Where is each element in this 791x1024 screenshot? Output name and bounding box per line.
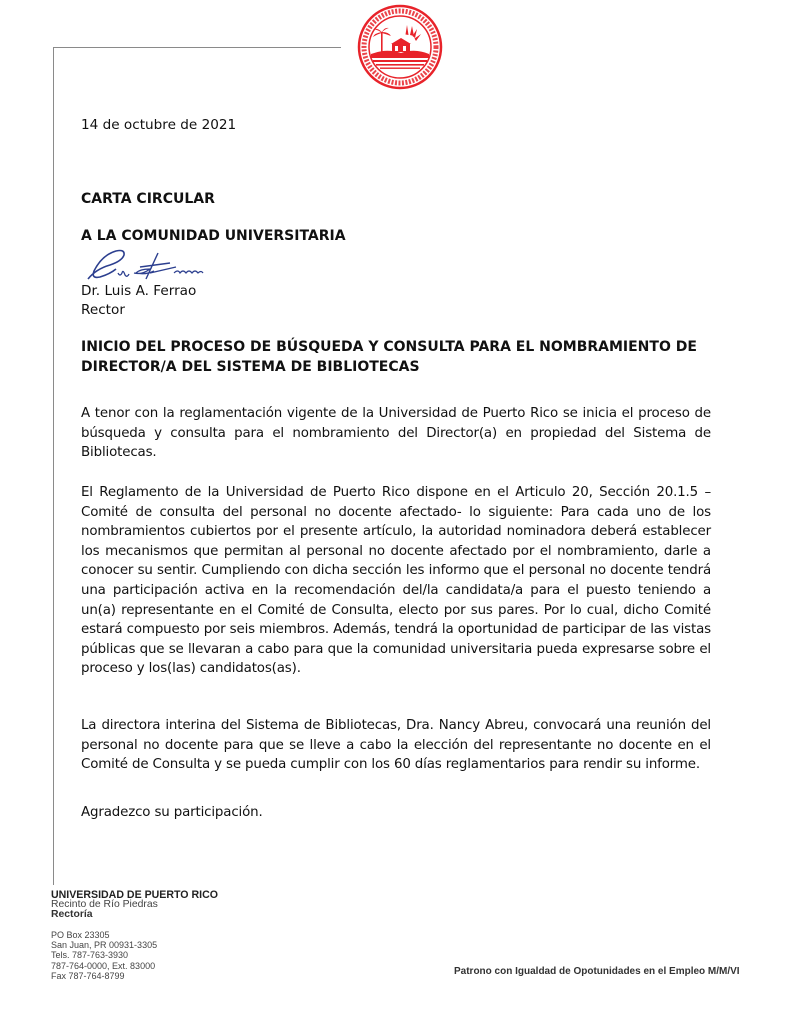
university-seal-icon	[357, 4, 443, 90]
footer-po-box: PO Box 23305	[51, 930, 110, 940]
letterhead-rule-vertical	[53, 47, 54, 885]
document-type-heading: CARTA CIRCULAR	[81, 191, 215, 207]
footer-phone-ext: 787-764-0000, Ext. 83000	[51, 960, 156, 971]
footer-address-block	[51, 890, 218, 981]
body-paragraph: A tenor con la reglamentación vigente de la Universidad de Puerto Rico se inicia el proceso de búsqueda y consulta para el nombramiento del Director(a) en propiedad del Sistema de Bibliotecas.	[81, 406, 711, 461]
footer-office: Rectoría	[51, 909, 93, 920]
footer-contact	[51, 930, 218, 981]
signer-name: Dr. Luis A. Ferrao	[81, 283, 197, 299]
eeo-statement: Patrono con Igualdad de Opotunidades en el Empleo M/M/VI	[454, 966, 740, 977]
footer-city: San Juan, PR 00931-3305	[51, 940, 158, 951]
letter-date: 14 de octubre de 2021	[81, 117, 237, 133]
recipient-heading: A LA COMUNIDAD UNIVERSITARIA	[81, 228, 346, 244]
closing-line: Agradezco su participación.	[81, 805, 263, 820]
footer-phone: Tels. 787-763-3930	[51, 950, 129, 961]
footer-fax: Fax 787-764-8799	[51, 970, 125, 981]
footer-campus: Recinto de Río Piedras	[51, 899, 158, 910]
footer-institution: UNIVERSIDAD DE PUERTO RICO	[51, 889, 218, 901]
letterhead-rule-horizontal	[53, 47, 341, 48]
body-paragraph: La directora interina del Sistema de Bibliotecas, Dra. Nancy Abreu, convocará una reunión del personal no docente para que se lleve a cabo la elección del representante no docente en el Comité de Consulta y se pueda cumplir con los 60 días reglamentarios para rendir su informe.	[81, 718, 711, 773]
body-paragraph: El Reglamento de la Universidad de Puerto Rico dispone en el Articulo 20, Sección 20.1.5 – Comité de consulta del personal no docente afectado- lo siguiente: Para cada uno de los nombramientos cubiertos por el presente artículo, la autoridad nominadora deberá establecer los mecanismos que permitan al personal no docente afectado por el nombramiento, darle a conocer su sentir. Cumpliendo con dicha sección les informo que el personal no docente tendrá una participación activa en la recomendación del/la candidata/a para el puesto teniendo a un(a) representante en el Comité de Consulta, electo por sus pares. Por lo cual, dicho Comité estará compuesto por seis miembros. Además, tendrá la oportunidad de participar de las vistas públicas que se llevaran a cabo para que la comunidad universitaria pueda expresarse sobre el proceso y los(las) candidatos(as).	[81, 485, 711, 677]
subject-heading: INICIO DEL PROCESO DE BÚSQUEDA Y CONSULTA PARA EL NOMBRAMIENTO DE DIRECTOR/A DEL SISTEMA DE BIBLIOTECAS	[81, 339, 697, 375]
signer-title: Rector	[81, 302, 125, 318]
signature-image	[84, 243, 244, 285]
